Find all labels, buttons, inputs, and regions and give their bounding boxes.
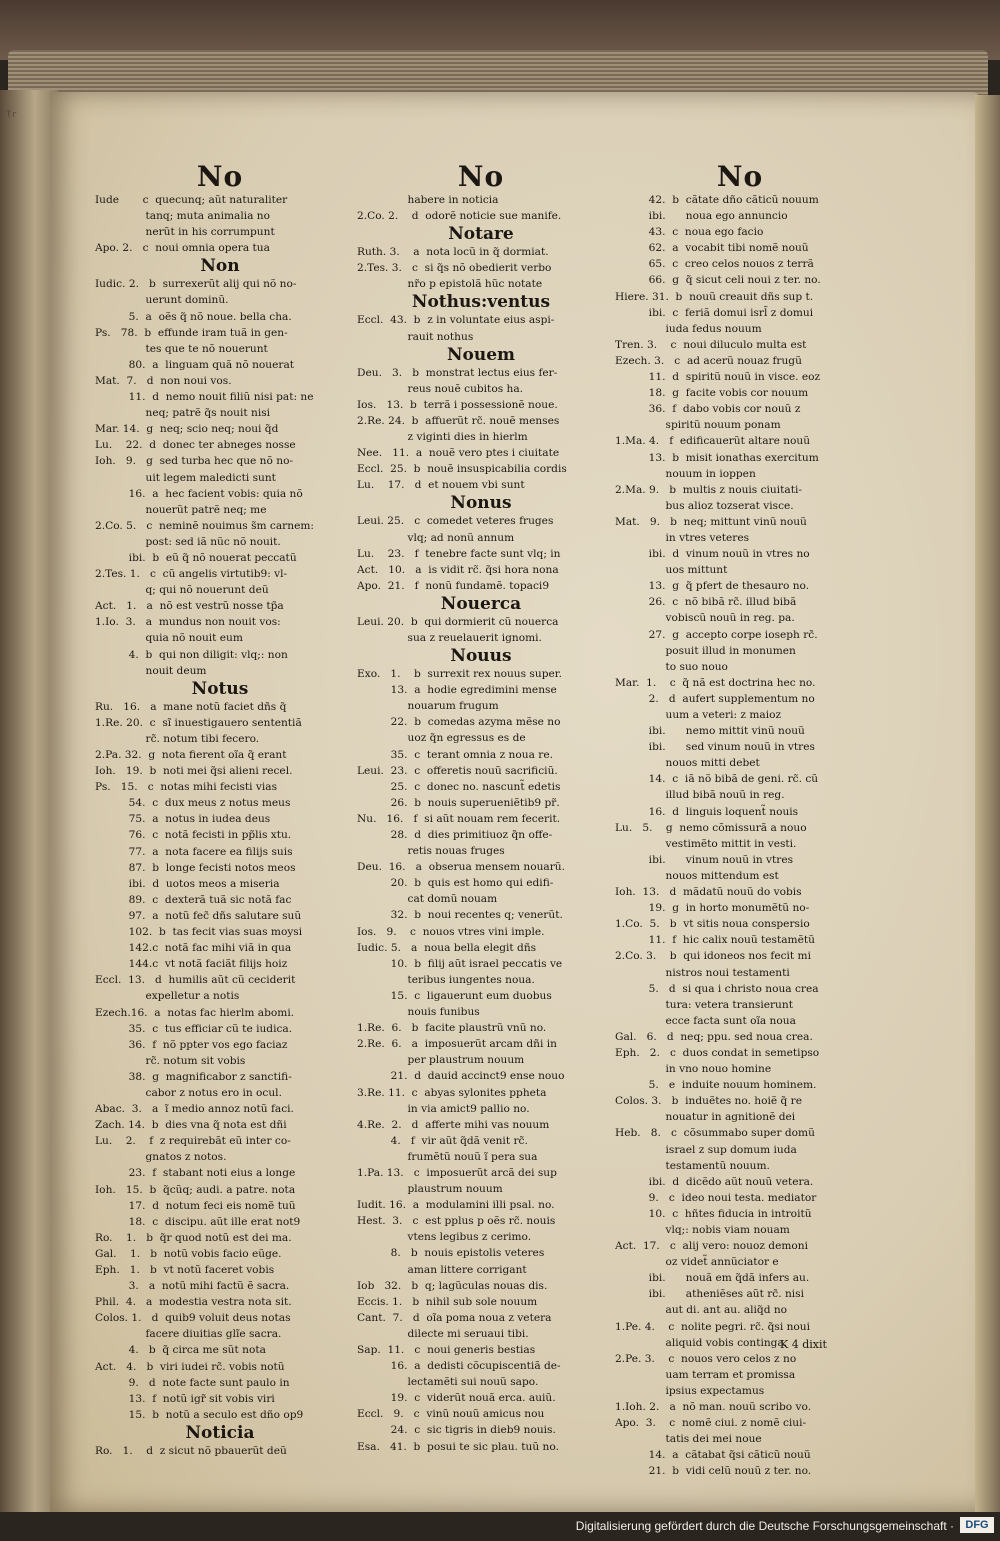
entry-line: 4. f vir aũt q̃dã venit rc̃. [357, 1134, 528, 1147]
entry-line: 11. d spiritũ nouũ in visce. eoz [615, 371, 821, 384]
entry-line: 20. b quis est homo qui edifi- [357, 877, 554, 890]
entry-line: plaustrum nouum [357, 1183, 503, 1196]
entry-line: 4.Re. 2. d afferte mihi vas nouum [357, 1118, 550, 1131]
entry-line: Lu. 5. g nemo cõmissurã a nouo [615, 821, 807, 834]
entry-line: 2.Tes. 1. c cũ angelis virtutib9: vl- [95, 568, 288, 581]
entry-line: Apo. 21. f nonũ fundamẽ. topaci9 [357, 579, 550, 592]
entry-line: 1.Pa. 13. c imposuerũt arcã dei sup [357, 1166, 557, 1179]
entry-line: 3. a notũ mihi factũ ẽ sacra. [95, 1280, 290, 1293]
entry-line: ibi. atheniẽses aũt rc̃. nisi [615, 1288, 804, 1301]
entry-line: post: sed iã nũc nõ nouit. [95, 535, 281, 548]
entry-line: Esa. 41. b posui te sic plau. tuũ no. [357, 1440, 559, 1453]
column-2 [357, 160, 605, 1455]
entry-line: Deu. 3. b monstrat lectus eius fer- [357, 366, 558, 379]
entry-line: Ro. 1. d z sicut nõ pbauerũt deũ [95, 1444, 287, 1457]
entry-line: Gal. 6. d neq; ppu. sed noua crea. [615, 1030, 813, 1043]
entry-line: Mar. 14. g neq; scio neq; noui q̃d [95, 423, 279, 436]
running-header-1: No [196, 160, 244, 193]
entry-line: 15. b notũ a seculo est dño op9 [95, 1408, 304, 1421]
entry-line: oz videt̃ annũciator e [615, 1256, 779, 1269]
entry-line: nouos mitti debet [615, 757, 760, 770]
entry-line: Ps. 15. c notas mihi fecisti vias [95, 781, 278, 794]
entry-line: Leui. 23. c offeretis nouũ sacrificiũ. [357, 764, 558, 777]
running-header-2: No [457, 160, 505, 193]
entry-line: 32. b noui recentes q; venerũt. [357, 909, 563, 922]
entry-line: Ru. 16. a mane notũ faciet dñs q̃ [95, 700, 287, 713]
entry-line: 16. a hec facient vobis: quia nõ [95, 487, 303, 500]
entry-line: Tren. 3. c noui diluculo multa est [615, 338, 807, 351]
entry-line: dilecte mi seruaui tibi. [357, 1327, 529, 1340]
entry-line: 5. e induite nouum hominem. [615, 1079, 817, 1092]
entry-line: lectamẽti sui nouũ sapo. [357, 1376, 539, 1389]
entry-line: 22. b comedas azyma mẽse no [357, 716, 561, 729]
entry-line: Eph. 2. c duos condat in semetipso [615, 1046, 820, 1059]
entry-heading: Notus [191, 678, 249, 699]
entry-line: 19. c viderũt nouã erca. auiũ. [357, 1392, 556, 1405]
entry-line: ibi. sed vinum nouũ in vtres [615, 741, 815, 754]
entry-line: Apo. 2. c noui omnia opera tua [95, 242, 270, 255]
entry-line: reus nouẽ cubitos ha. [357, 382, 524, 395]
entry-line: 27. g accepto corpe ioseph rc̃. [615, 628, 818, 641]
entry-line: Ioh. 19. b noti mei q̃si alieni recel. [95, 765, 293, 778]
entry-line: Nu. 16. f si aũt nouam rem fecerit. [357, 812, 561, 825]
entry-line: uos mittunt [615, 564, 728, 577]
entry-line: nouis funibus [357, 1006, 480, 1019]
entry-line: 2.Co. 3. b qui idoneos nos fecit mi [615, 950, 811, 963]
entry-line: 144.c vt notã faciãt filijs hoiz [95, 958, 288, 971]
column-3 [615, 160, 865, 1480]
entry-line: 76. c notã fecisti in pp̃lis xtu. [95, 829, 292, 842]
entry-line: 28. d dies primitiuoz q̃n offe- [357, 829, 553, 841]
entry-line: Abac. 3. a ĩ medio annoz notũ faci. [95, 1103, 294, 1116]
entry-line: Lu. 17. d et nouem vbi sunt [357, 479, 525, 492]
entry-line: 11. f hic calix nouũ testamẽtũ [615, 934, 815, 947]
entry-line: vlq;: nobis viam nouam [615, 1224, 790, 1236]
entry-line: Phil. 4. a modestia vestra nota sit. [95, 1296, 292, 1309]
entry-line: in vno nouo homine [615, 1063, 772, 1076]
entry-line: 80. a linguam quã nõ nouerat [95, 358, 295, 371]
entry-line: Exo. 1. b surrexit rex nouus super. [357, 668, 563, 681]
entry-line: Colos. 1. d quib9 voluit deus notas [95, 1312, 291, 1325]
entry-line: Colos. 3. b induẽtes no. hoiẽ q̃ re [615, 1095, 803, 1108]
entry-line: 5. d si qua i christo noua crea [615, 982, 819, 995]
entry-line: 1.Pe. 4. c nolite pegri. rc̃. q̃si noui [615, 1320, 811, 1333]
entry-line: 87. b longe fecisti notos meos [95, 861, 296, 874]
entry-line: Act. 10. a is vidit rc̃. q̃si hora nona [357, 563, 559, 576]
entry-line: 23. f stabant noti eius a longe [95, 1167, 296, 1180]
entry-line: 36. f nõ ppter vos ego faciaz [95, 1038, 288, 1051]
entry-line: 89. c dexterã tuã sic notã fac [95, 893, 292, 906]
entry-line: rc̃. notum tibi fecero. [95, 732, 260, 745]
entry-line: nouos mittendum est [615, 869, 779, 882]
entry-line: aman littere corrigant [357, 1263, 527, 1276]
entry-line: iuda fedus nouum [615, 322, 762, 335]
entry-line: Mat. 9. b neq; mittunt vinũ nouũ [615, 515, 807, 528]
entry-line: 42. b cãtate dño cãticũ nouum [615, 194, 819, 206]
entry-line: Ezech.16. a notas fac hierlm abomi. [95, 1006, 295, 1019]
entry-line: 16. a dedisti cõcupiscentiã de- [357, 1360, 561, 1373]
entry-line: Deu. 16. a obserua mensem nouarũ. [357, 861, 565, 874]
entry-line: Iudit. 16. a modulamini illi psal. no. [357, 1199, 555, 1212]
entry-line: Heb. 8. c cõsummabo super domũ [615, 1127, 815, 1140]
entry-line: sua z reuelauerit ignomi. [357, 631, 542, 644]
entry-line: Ps. 78. b effunde iram tuã in gen- [95, 326, 288, 339]
entry-line: nouit deum [95, 664, 207, 677]
entry-line: to suo nouo [615, 660, 728, 673]
entry-line: habere in noticia [357, 194, 499, 206]
entry-line: bus alioz tozserat visce. [615, 499, 794, 512]
entry-line: Iude c quecunq; aũt naturaliter [95, 194, 288, 206]
entry-line: Apo. 3. c nomẽ ciui. z nomẽ ciui- [615, 1417, 807, 1430]
entry-line: uit legem maledicti sunt [95, 471, 276, 484]
entry-line: 24. c sic tigris in dieb9 nouis. [357, 1424, 556, 1437]
column-1-lines [95, 192, 345, 1459]
entry-line: 13. f notũ igr̃ sit vobis viri [95, 1392, 275, 1405]
entry-line: ipsius expectamus [615, 1384, 765, 1397]
entry-line: tatis dei mei noue [615, 1433, 762, 1446]
entry-line: Ioh. 13. d mãdatũ nouũ do vobis [615, 886, 802, 899]
entry-line: 4. b qui non diligit: vlq;: non [95, 648, 288, 661]
entry-line: 11. d nemo nouit filiũ nisi pat: ne [95, 391, 314, 404]
entry-heading: Notare [448, 224, 514, 245]
entry-line: ibi. c feriã domui isrl̃ z domui [615, 306, 814, 319]
entry-line: 43. c noua ego facio [615, 226, 764, 239]
left-margin-text: Tr [6, 110, 17, 120]
entry-line: nr̃o p epistolã hũc notate [357, 278, 543, 291]
entry-line: israel z sup domum iuda [615, 1143, 797, 1156]
entry-line: Eccl. 43. b z in voluntate eius aspi- [357, 314, 555, 327]
entry-line: nouerũt patrẽ neq; me [95, 503, 267, 516]
entry-line: nouatur in agnitionẽ dei [615, 1111, 796, 1124]
entry-line: 75. a notus in iudea deus [95, 813, 271, 826]
entry-line: vobiscũ nouũ in reg. pa. [615, 612, 795, 625]
entry-line: Mat. 7. d non noui vos. [95, 374, 232, 387]
entry-line: 1.Ma. 4. f edificauerũt altare nouũ [615, 435, 811, 448]
entry-line: 9. d note facte sunt paulo in [95, 1376, 290, 1389]
entry-line: Act. 17. c alij vero: nouoz demoni [615, 1240, 808, 1253]
credit-text: Digitalisierung gefördert durch die Deutsche Forschungsgemeinschaft · [575, 1519, 954, 1533]
entry-line: vtens legibus z cerimo. [357, 1231, 532, 1244]
column-1 [95, 160, 345, 1459]
entry-heading: Noticia [185, 1422, 255, 1443]
entry-line: tes que te nõ nouerunt [95, 342, 268, 355]
entry-line: ibi. d uotos meos a miseria [95, 877, 280, 890]
entry-line: 26. c nõ bibã rc̃. illud bibã [615, 596, 797, 609]
entry-line: 1.Co. 5. b vt sitis noua conspersio [615, 918, 810, 931]
entry-line: Iudic. 2. b surrexerũt alij qui nõ no- [95, 278, 297, 291]
entry-line: 1.Re. 20. c sĩ inuestigauero sententiã [95, 716, 302, 729]
entry-line: 10. b filij aũt israel peccatis ve [357, 957, 563, 970]
entry-line: nouum in ioppen [615, 467, 756, 480]
entry-line: 2.Pe. 3. c nouos vero celos z no [615, 1352, 797, 1365]
entry-line: 19. g in horto monumẽtũ no- [615, 902, 810, 915]
entry-line: Eccl. 13. d humilis aũt cũ ceciderit [95, 974, 296, 987]
entry-line: Ioh. 15. b q̃cũq; audi. a patre. nota [95, 1183, 296, 1196]
entry-line: 18. g facite vobis cor nouum [615, 387, 809, 400]
entry-line: in vtres veteres [615, 531, 750, 544]
entry-line: 9. c ideo noui testa. mediator [615, 1191, 817, 1204]
entry-line: spiritũ nouum ponam [615, 419, 781, 432]
entry-line: vestimẽto mittit in vesti. [615, 837, 797, 850]
entry-line: Zach. 14. b dies vna q̃ nota est dñi [95, 1119, 287, 1132]
entry-line: Hest. 3. c est pplus p oẽs rc̃. nouis [357, 1215, 556, 1228]
entry-line: 13. g q̃ pfert de thesauro no. [615, 580, 810, 593]
entry-line: 2.Tes. 3. c si q̃s nõ obedierit verbo [357, 262, 552, 275]
entry-line: ibi. nemo mittit vinũ nouũ [615, 725, 805, 738]
entry-heading: Nouem [446, 344, 516, 365]
entry-line: aliquid vobis continga. [615, 1336, 788, 1349]
entry-line: 2.Pa. 32. g nota fierent oĩa q̃ erant [95, 749, 287, 761]
entry-heading: Nouerca [440, 593, 522, 614]
entry-line: 66. g q̃ sicut celi noui z ter. no. [615, 274, 821, 287]
entry-line: 13. a hodie egredimini mense [357, 684, 557, 697]
entry-line: 26. b nouis superueniẽtib9 pr̃. [357, 796, 560, 809]
entry-line: 2.Re. 6. a imposuerũt arcam dñi in [357, 1038, 557, 1051]
entry-line: Mar. 1. c q̃ nã est doctrina hec no. [615, 676, 816, 689]
catchword: K 4 dixit [780, 1338, 827, 1351]
entry-line: uerunt dominũ. [95, 294, 229, 307]
entry-line: Gal. 1. b notũ vobis facio eũge. [95, 1247, 282, 1260]
entry-line: retis nouas fruges [357, 845, 505, 858]
entry-line: posuit illud in monumen [615, 644, 796, 657]
entry-line: 36. f dabo vobis cor nouũ z [615, 403, 801, 416]
entry-line: ibi. d dicẽdo aũt nouũ vetera. [615, 1175, 814, 1188]
entry-line: Ro. 1. b q̃r quod notũ est dei ma. [95, 1231, 292, 1244]
entry-line: cat domũ nouam [357, 893, 498, 906]
entry-line: Cant. 7. d oĩa poma noua z vetera [357, 1311, 552, 1324]
entry-line: vlq; ad nonũ annum [357, 531, 515, 544]
entry-line: neq; patrẽ q̃s nouit nisi [95, 407, 271, 420]
entry-line: facere diuitias glĩe sacra. [95, 1328, 282, 1341]
entry-line: nerũt in his corrumpunt [95, 226, 275, 239]
entry-line: ibi. nouã em q̃dã infers au. [615, 1272, 810, 1285]
running-header-3: No [716, 160, 764, 193]
entry-line: 77. a nota facere ea filijs suis [95, 845, 293, 858]
entry-line: 54. c dux meus z notus meus [95, 797, 291, 810]
entry-line: 21. b vidi celũ nouũ z ter. no. [615, 1465, 812, 1478]
entry-line: 13. b misit ionathas exercitum [615, 451, 819, 464]
entry-line: Leui. 20. b qui dormierit cũ nouerca [357, 615, 559, 628]
entry-line: ibi. b eũ q̃ nõ nouerat peccatũ [95, 551, 297, 564]
entry-line: illud bibã nouũ in reg. [615, 789, 785, 802]
entry-line: Eccis. 1. b nihil sub sole nouum [357, 1295, 538, 1308]
entry-line: nistros noui testamenti [615, 966, 790, 979]
entry-line: Lu. 2. f z requirebãt eũ inter co- [95, 1135, 291, 1148]
entry-line: cabor z notus ero in ocul. [95, 1086, 282, 1099]
entry-line: 10. c hñtes fiducia in introitũ [615, 1207, 812, 1220]
entry-line: Ios. 13. b terrã i possessionẽ noue. [357, 398, 558, 411]
entry-line: 1.Ioh. 2. a nõ man. nouũ scribo vo. [615, 1401, 812, 1414]
entry-line: 18. c discipu. aũt ille erat not9 [95, 1215, 301, 1228]
entry-line: 25. c donec no. nascunt̃ edetis [357, 780, 561, 793]
entry-line: Nee. 11. a nouẽ vero ptes i ciuitate [357, 447, 560, 460]
entry-line: 21. d dauid accinct9 ense nouo [357, 1070, 565, 1083]
entry-line: rauit nothus [357, 330, 474, 343]
entry-line: Eph. 1. b vt notũ faceret vobis [95, 1264, 275, 1276]
entry-line: Ios. 9. c nouos vtres vini imple. [357, 925, 545, 938]
entry-line: 2.Re. 24. b affuerũt rc̃. nouẽ menses [357, 414, 560, 427]
entry-line: Act. 1. a nõ est vestrũ nosse tp̃a [95, 600, 284, 613]
entry-line: 15. c ligauerunt eum duobus [357, 989, 552, 1002]
entry-line: Leui. 25. c comedet veteres fruges [357, 515, 554, 528]
entry-line: 97. a notũ fec̃ dñs salutare suũ [95, 909, 302, 922]
entry-line: 2.Ma. 9. b multis z nouis ciuitati- [615, 483, 802, 496]
entry-heading: Non [200, 256, 240, 277]
entry-line: nouarum frugum [357, 700, 499, 713]
entry-line: uoz q̃n egressus es de [357, 732, 526, 745]
entry-line: 65. c creo celos nouos z terrã [615, 258, 814, 271]
entry-line: 17. d notum feci eis nomẽ tuũ [95, 1199, 296, 1212]
entry-line: 102. b tas fecit vias suas moysi [95, 926, 303, 939]
entry-line: ibi. d vinum nouũ in vtres no [615, 548, 810, 561]
entry-line: 8. b nouis epistolis veteres [357, 1247, 545, 1260]
page-right-edge [975, 95, 1000, 1515]
entry-line: testamentũ nouum. [615, 1159, 770, 1172]
entry-line: rc̃. notum sit vobis [95, 1054, 246, 1067]
entry-line: q; qui nõ nouerunt deũ [95, 584, 269, 597]
entry-line: 14. a cãtabat q̃si cãticũ nouũ [615, 1449, 811, 1462]
entry-line: 3.Re. 11. c abyas sylonites ppheta [357, 1086, 547, 1099]
entry-line: 4. b q̃ circa me sũt nota [95, 1344, 266, 1357]
entry-line: 2.Co. 5. c neminẽ nouimus s̃m carnem: [95, 519, 314, 532]
entry-heading: Nonus [450, 493, 512, 514]
entry-line: 14. c iã nõ bibã de geni. rc̃. cũ [615, 773, 819, 786]
entry-line: 1.Io. 3. a mundus non nouit vos: [95, 616, 281, 629]
entry-line: Sap. 11. c noui generis bestias [357, 1344, 536, 1356]
entry-line: Lu. 23. f tenebre facte sunt vlq; in [357, 547, 561, 560]
entry-line: 2. d aufert supplementum no [615, 692, 815, 705]
column-3-lines [615, 192, 865, 1480]
entry-line: quia nõ nouit eum [95, 632, 243, 645]
entry-line: Lu. 22. d donec ter abneges nosse [95, 439, 296, 452]
entry-line: 16. d linguis loquent̃ nouis [615, 805, 799, 818]
entry-line: uum a veteri: z maioz [615, 709, 782, 721]
entry-line: Eccl. 25. b nouẽ insuspicabilia cordis [357, 463, 567, 476]
entry-line: expelletur a notis [95, 990, 240, 1003]
entry-line: ibi. noua ego annuncio [615, 210, 788, 223]
entry-line: 5. a oẽs q̃ nõ noue. bella cha. [95, 310, 292, 323]
entry-heading: Nothus:ventus [411, 292, 551, 313]
entry-line: Ioh. 9. g sed turba hec que nõ no- [95, 455, 294, 468]
column-2-lines [357, 192, 605, 1455]
entry-line: 38. g magnificabor z sanctifi- [95, 1070, 292, 1083]
entry-line: frumẽtũ nouũ ĩ pera sua [357, 1150, 538, 1163]
entry-line: ibi. vinum nouũ in vtres [615, 853, 794, 866]
entry-line: Act. 4. b viri iudei rc̃. vobis notũ [95, 1360, 285, 1373]
entry-line: 35. c terant omnia z noua re. [357, 748, 553, 761]
entry-line: uam terram et promissa [615, 1368, 796, 1381]
entry-line: Ezech. 3. c ad acerũ nouaz frugũ [615, 354, 802, 367]
entry-line: z viginti dies in hierlm [357, 431, 528, 444]
entry-line: 35. c tus efficiar cũ te iudica. [95, 1022, 293, 1035]
entry-line: Hiere. 31. b nouũ creauit dñs sup t. [615, 290, 814, 303]
entry-line: teribus iungentes noua. [357, 973, 535, 986]
entry-line: Ruth. 3. a nota locũ in q̃ dormiat. [357, 246, 549, 259]
entry-line: 142.c notã fac mihi viã in qua [95, 942, 292, 955]
entry-line: tanq; muta animalia no [95, 210, 270, 223]
entry-line: per plaustrum nouum [357, 1054, 525, 1067]
entry-line: Eccl. 9. c vinũ nouũ amicus nou [357, 1408, 545, 1421]
entry-line: ecce facta sunt oĩa noua [615, 1014, 796, 1027]
entry-line: 1.Re. 6. b facite plaustrũ vnũ no. [357, 1022, 547, 1035]
entry-line: Iudic. 5. a noua bella elegit dñs [357, 941, 537, 954]
entry-line: 62. a vocabit tibi nomẽ nouũ [615, 242, 809, 255]
entry-line: Iob 32. b q; lagũculas nouas dis. [357, 1279, 548, 1292]
entry-line: gnatos z notos. [95, 1151, 227, 1164]
entry-line: 2.Co. 2. d odorẽ noticie sue manife. [357, 210, 562, 223]
entry-line: in via amict9 pallio no. [357, 1102, 530, 1115]
dfg-logo: DFG [960, 1517, 994, 1533]
entry-heading: Nouus [450, 646, 512, 667]
entry-line: aut di. ant au. aliq̃d no [615, 1304, 788, 1317]
entry-line: tura: vetera transierunt [615, 998, 793, 1011]
